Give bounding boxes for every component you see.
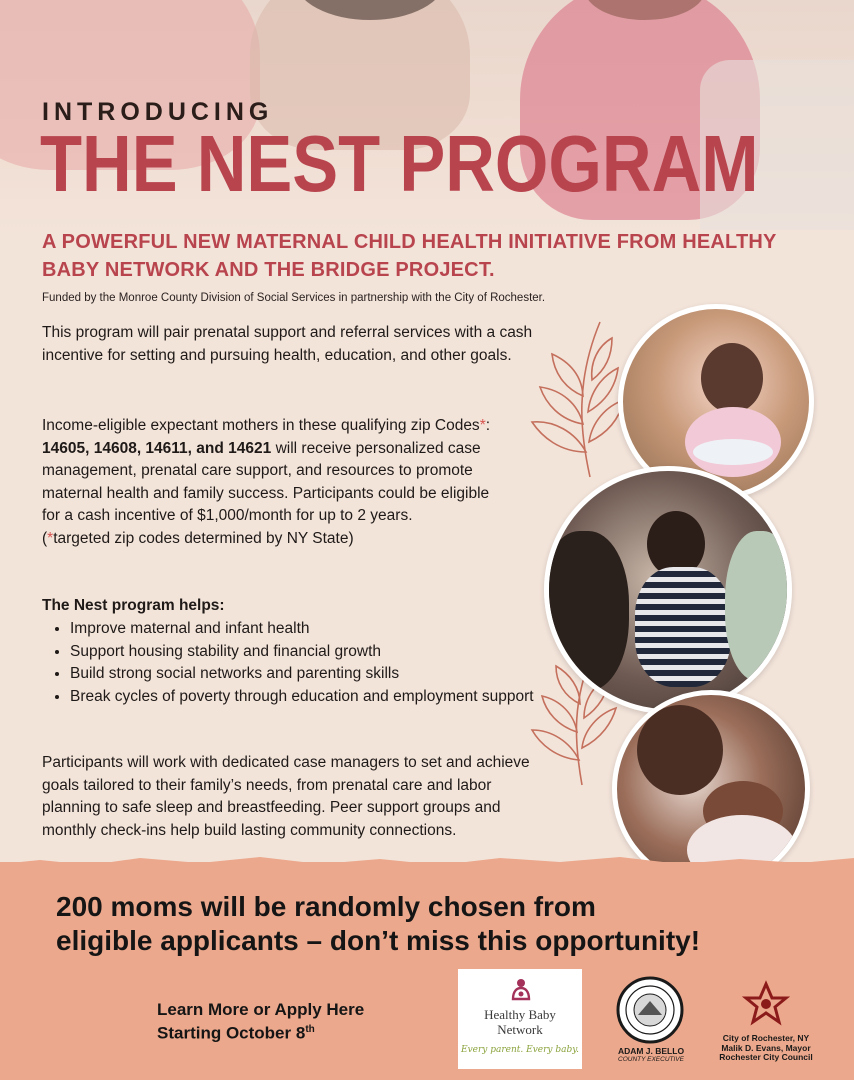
page-title: THE NEST PROGRAM	[40, 119, 759, 208]
zip-note: targeted zip codes determined by NY State)	[53, 529, 354, 547]
learn-more-text	[157, 1000, 364, 1044]
helps-heading: The Nest program helps:	[42, 597, 225, 614]
case-manager-paragraph: Participants will work with dedicated case managers to set and achieve goals tailored to their family’s needs, from prenatal care and labor planning to safe sleep and breastfeeding. Peer support groups and monthly check-ins help build lasting community connections.	[42, 754, 530, 839]
city-flower-icon	[742, 980, 790, 1028]
leaf-branch-icon	[520, 312, 630, 482]
support-group-photo	[544, 466, 792, 714]
healthy-baby-network-logo	[458, 969, 582, 1069]
monroe-county-logo	[612, 975, 688, 1063]
hbn-name-line-1: Healthy Baby	[484, 1007, 556, 1022]
city-line-3: Rochester City Council	[719, 1052, 813, 1062]
city-text	[706, 1034, 826, 1063]
learn-line-2	[157, 1020, 364, 1044]
photo-shape	[544, 531, 629, 691]
learn-date: Starting October 8	[157, 1023, 306, 1043]
city-line-2: Malik D. Evans, Mayor	[721, 1042, 811, 1053]
intro-paragraph: This program will pair prenatal support and referral services with a cash incentive for setting and pursuing health, education, and other goals.	[42, 324, 533, 364]
learn-line-1: Learn More or Apply Here	[157, 1000, 365, 1019]
hbn-name	[458, 1007, 582, 1037]
county-exec-name: ADAM J. BELLO	[617, 1046, 685, 1056]
photo-shape	[635, 567, 731, 687]
cta-line-2: eligible applicants – don’t miss this opportunity!	[56, 925, 701, 956]
list-item: • Support housing stability and financial growth	[70, 641, 550, 664]
learn-date-suffix: th	[305, 1024, 315, 1035]
photo-shape	[637, 705, 723, 795]
hbn-tagline: Every parent. Every baby.	[461, 1045, 579, 1055]
eyebrow-text: INTRODUCING	[42, 98, 274, 126]
eligibility-rest: will receive personalized case management, prenatal care support, and resources to promote maternal health and family success. Participants could be eligible for a cash incentive of $1,000/month for up to 2 years.	[42, 439, 490, 525]
hbn-name-line-2: Network	[497, 1022, 543, 1037]
zip-codes: 14605, 14608, 14611, and 14621	[42, 439, 272, 457]
list-item: • Improve maternal and infant health	[70, 618, 550, 641]
county-exec-title: COUNTY EXECUTIVE	[618, 1056, 684, 1063]
eligibility-paragraph	[42, 415, 502, 551]
eligibility-colon: :	[485, 417, 491, 434]
cta-line-1: 200 moms will be randomly chosen from	[56, 891, 596, 922]
photo-shape	[693, 439, 773, 465]
helps-list	[42, 618, 550, 708]
county-seal-icon	[612, 975, 688, 1045]
funding-note: Funded by the Monroe County Division of Social Services in partnership with the City of Rochester.	[42, 292, 546, 304]
subtitle: A POWERFUL NEW MATERNAL CHILD HEALTH INITIATIVE FROM HEALTHY BABY NETWORK AND THE BRIDGE PROJECT.	[42, 231, 777, 281]
list-item: • Break cycles of poverty through education and employment support	[70, 686, 550, 709]
zip-note-asterisk: *	[47, 529, 54, 547]
photo-shape	[725, 531, 792, 681]
city-line-1: City of Rochester, NY	[722, 1033, 810, 1043]
zip-note-open: (	[42, 529, 48, 547]
call-to-action	[56, 890, 816, 958]
photo-shape	[701, 343, 763, 413]
hbn-logo-icon	[510, 977, 532, 1001]
eligibility-lead: Income-eligible expectant mothers in these qualifying zip Codes	[42, 417, 480, 434]
zip-asterisk: *	[479, 417, 486, 434]
list-item: • Build strong social networks and parenting skills	[70, 663, 550, 686]
